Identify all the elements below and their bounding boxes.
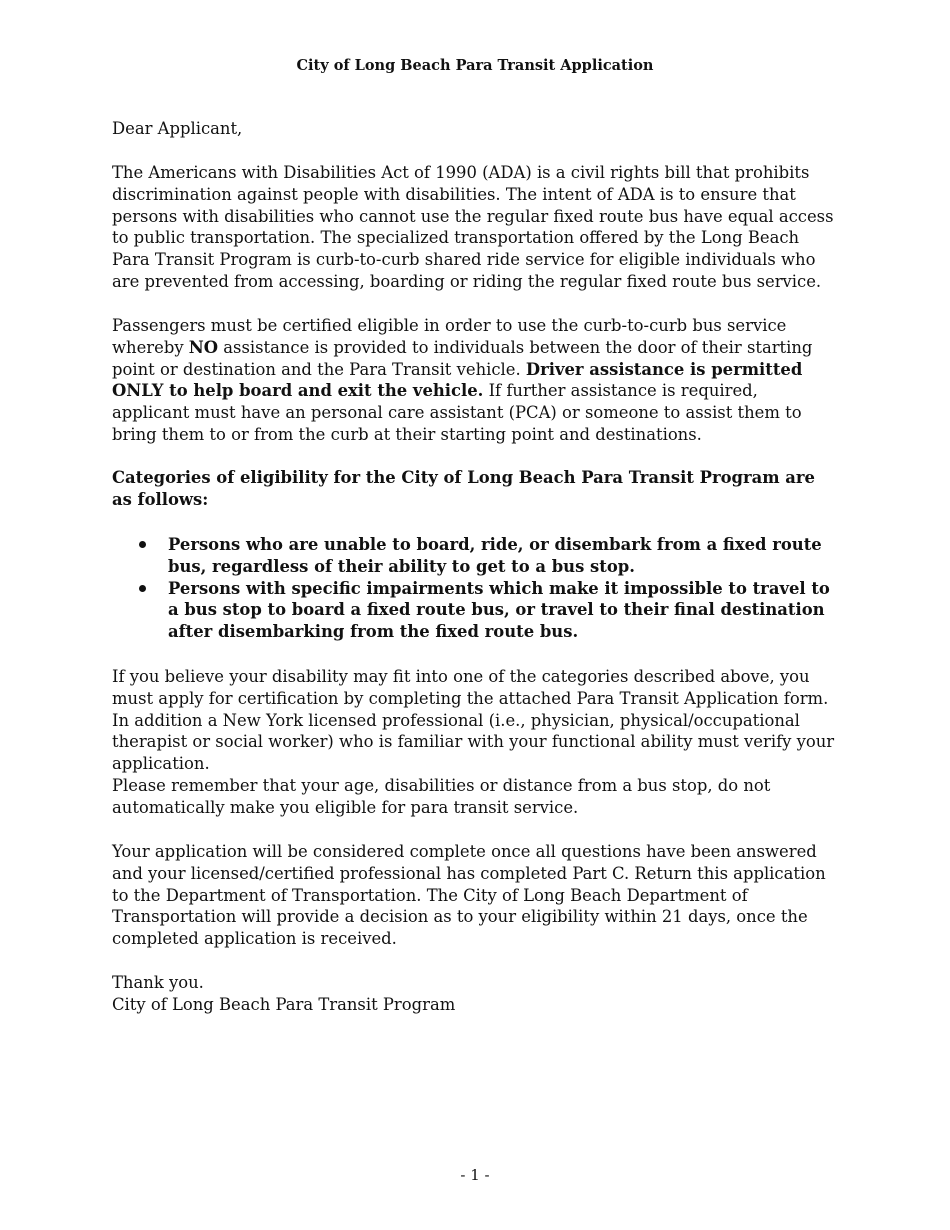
page-number: - 1 - (460, 1166, 490, 1184)
categories-list (112, 534, 840, 643)
eligibility-text-e: If further assistance is required, applicant must have an personal care assistant (PCA) or someone to assist them to bring them to or from the curb at their starting point and destinations. (112, 381, 802, 444)
certification-paragraph (112, 666, 840, 775)
category-item (112, 534, 840, 578)
eligibility-paragraph-text (112, 315, 840, 446)
eligibility-text-c: assistance is provided to individuals between the door of their starting point or destination and the Para Transit vehicle. (112, 337, 813, 379)
eligibility-paragraph (112, 315, 840, 446)
certification-paragraph-text: If you believe your disability may fit into one of the categories described above, you must apply for certification by completing the attached Para Transit Application form. In addition a New York licensed professional (i.e., physician, physical/occupational therapist or social worker) who is familiar with your functional ability must verify your application. (112, 667, 835, 774)
intro-paragraph (112, 162, 840, 293)
eligibility-text-no: NO (188, 337, 219, 357)
reminder-paragraph (112, 775, 840, 819)
categories-heading (112, 467, 840, 511)
bullet-icon (139, 541, 146, 548)
reminder-paragraph-text: Please remember that your age, disabilities or distance from a bus stop, do not automatically make you eligible for para transit service. (112, 776, 771, 817)
eligibility-text-a: Passengers must be certified eligible in order to use the curb-to-curb bus service whereby (112, 316, 787, 357)
category-item (112, 578, 840, 643)
intro-paragraph-text: The Americans with Disabilities Act of 1990 (ADA) is a civil rights bill that prohibits discrimination against people with disabilities. The intent of ADA is to ensure that persons with disabilities who cannot use the regular fixed route bus have equal access to public transportation. The specialized transportation offered by the Long Beach Para Transit Program is curb-to-curb shared ride service for eligible individuals who are prevented from accessing, boarding or riding the regular fixed route bus service. (112, 163, 834, 291)
category-text: Persons who are unable to board, ride, or disembark from a fixed route bus, regardless of their ability to get to a bus stop. (168, 535, 822, 576)
bullet-icon (139, 585, 146, 592)
driver-assistance-note: Driver assistance is permitted ONLY to help board and exit the vehicle. (112, 359, 803, 401)
document-title: City of Long Beach Para Transit Application (296, 57, 654, 74)
closing (112, 972, 840, 1016)
completion-paragraph (112, 841, 840, 950)
closing-thanks: Thank you. (112, 973, 204, 992)
salutation (112, 118, 840, 140)
categories-heading-text: Categories of eligibility for the City of Long Beach Para Transit Program are as follows: (112, 468, 815, 509)
closing-signature: City of Long Beach Para Transit Program (112, 994, 456, 1014)
category-text: Persons with specific impairments which make it impossible to travel to a bus stop to board a fixed route bus, or travel to their final destination after disembarking from the fixed route bus. (168, 578, 830, 642)
completion-paragraph-text: Your application will be considered complete once all questions have been answered and your licensed/certified professional has completed Part C. Return this application to the Department of Transportation. The City of Long Beach Department of Transportation will provide a decision as to your eligibility within 21 days, once the completed application is received. (112, 842, 826, 949)
salutation-text: Dear Applicant, (112, 119, 243, 138)
